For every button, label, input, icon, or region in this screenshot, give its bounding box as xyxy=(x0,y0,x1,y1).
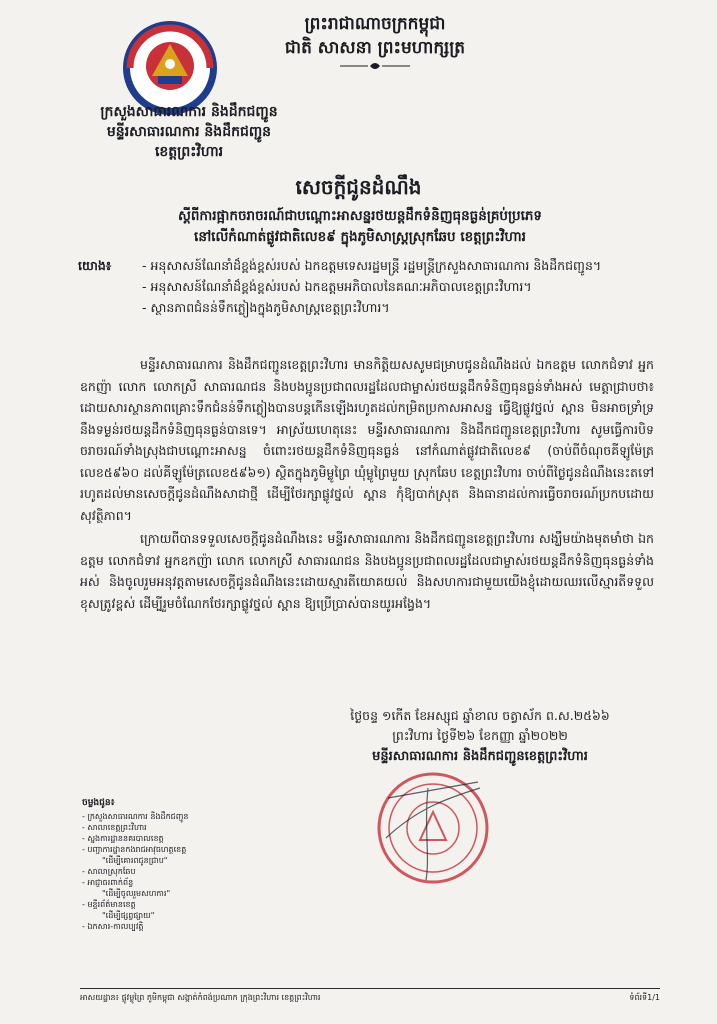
copy-to-title: ចម្លងជូន៖ xyxy=(82,798,115,808)
document-body xyxy=(80,354,654,616)
solar-date: ព្រះវិហារ ថ្ងៃទី២៦ ខែកញ្ញា ឆ្នាំ២០២២ xyxy=(392,728,568,743)
copy-to-item xyxy=(82,844,322,866)
subject-line: នៅលើកំណាត់ផ្លូវជាតិលេខ៩ ក្នុងភូមិសាស្ត្រស្រុកឆែប ខេត្តព្រះវិហារ xyxy=(194,229,526,245)
copy-to-item xyxy=(82,833,322,844)
ministry-line: ក្រសួងសាធារណការ និងដឹកជញ្ជូន xyxy=(100,104,278,120)
kingdom-header xyxy=(250,12,500,70)
ornament-divider-icon xyxy=(340,62,410,70)
page-number: ទំព័រទី1/1 xyxy=(629,993,660,1002)
reference-item: - ស្ថានភាពជំនន់ទឹកភ្លៀងក្នុងភូមិសាស្ត្រខេត្តព្រះវិហារ។ xyxy=(142,298,678,317)
signer-department: មន្ទីរសាធារណការ និងដឹកជញ្ជូនខេត្តព្រះវិហារ xyxy=(372,749,588,764)
copy-to-list xyxy=(82,811,322,932)
copy-to-text: សាលាស្រុកឆែប xyxy=(87,867,136,876)
references xyxy=(78,256,678,319)
reference-item: - អនុសាសន៍ណែនាំដ៏ខ្ពង់ខ្ពស់របស់ ឯកឧត្តមទេសរដ្ឋមន្ត្រី រដ្ឋមន្ត្រីក្រសួងសាធារណការ និងដឹកជញ្ជូន។ xyxy=(142,256,678,275)
copy-to-text: ស្នងការដ្ឋាននគរបាលខេត្ត xyxy=(87,834,164,843)
body-paragraph: មន្ទីរសាធារណការ និងដឹកជញ្ជូនខេត្តព្រះវិហារ មានកិត្តិយសសូមជម្រាបជូនដំណឹងដល់ ឯកឧត្តម លោកជំទាវ អ្នកឧកញ៉ា លោក លោកស្រី សាធារណជន និងបងប្អូនប្រជាពលរដ្ឋដែលជាម្ចាស់រថយន្តដឹកទំនិញធុនធ្ងន់ទាំងអស់ មេត្តាជ្រាបថា៖ ដោយសារស្ថានភាពគ្រោះទឹកជំនន់ទឹកភ្លៀងបានបន្តកើនឡើងរហូតដល់កម្រិតប្រកាសអាសន្ន ធ្វើឱ្យផ្លូវថ្នល់ ស្ពាន មិនអាចទ្រាំទ្រនឹងទម្ងន់រថយន្តដឹកទំនិញធុនធ្ងន់បានទេ។ អាស្រ័យហេតុនេះ មន្ទីរសាធារណការ និងដឹកជញ្ជូនខេត្តព្រះវិហារ សូមធ្វើការបិទចរាចរណ៍ទាំងស្រុងជាបណ្ដោះអាសន្ន ចំពោះរថយន្តដឹកទំនិញធុនធ្ងន់ នៅកំណាត់ផ្លូវជាតិលេខ៩ (ចាប់ពីចំណុចគីឡូម៉ែត្រលេខ៥៩៦០ ដល់គីឡូម៉ែត្រលេខ៥៩៦១) ស្ថិតក្នុងភូមិម្លូព្រៃ ឃុំម្លូព្រៃមួយ ស្រុកឆែប ខេត្តព្រះវិហារ ចាប់ពីថ្ងៃជូនដំណឹងនេះតទៅ រហូតដល់មានសេចក្ដីជូនដំណឹងសាជាថ្មី ដើម្បីថែរក្សាផ្លូវថ្នល់ ស្ពាន កុំឱ្យបាក់ស្រុត និងធានាដល់ការធ្វើចរាចរណ៍ប្រកបដោយសុវត្ថិភាព។ xyxy=(80,357,654,523)
official-seal-icon xyxy=(368,768,498,888)
kingdom-name: ព្រះរាជាណាចក្រកម្ពុជា xyxy=(304,14,446,34)
date-block xyxy=(300,706,660,746)
copy-to-text: ក្រសួងសាធារណការ និងដឹកជញ្ជូន xyxy=(87,812,189,821)
copy-to-text: មន្ទីរព័ត៌មានខេត្ត xyxy=(87,900,136,909)
copy-to-item xyxy=(82,866,322,877)
body-paragraph: ក្រោយពីបានទទួលសេចក្ដីជូនដំណឹងនេះ មន្ទីរសាធារណការ និងដឹកជញ្ជូនខេត្តព្រះវិហារ សង្ឃឹមយ៉ាងមុតមាំថា ឯកឧត្តម លោកជំទាវ អ្នកឧកញ៉ា លោក លោកស្រី សាធារណជន និងបងប្អូនប្រជាពលរដ្ឋដែលជាម្ចាស់រថយន្តដឹកទំនិញធុនធ្ងន់ទាំងអស់ និងចូលរួមអនុវត្តតាមសេចក្ដីជូនដំណឹងនេះដោយស្មារតីយោគយល់ និងសហការជាមួយយើងខ្ញុំដោយឈរលើស្មារតីទទួលខុសត្រូវខ្ពស់ ដើម្បីរួមចំណែកថែរក្សាផ្លូវថ្នល់ ស្ពាន ឱ្យប្រើប្រាស់បានយូរអង្វែង។ xyxy=(80,531,654,611)
lunar-date: ថ្ងៃចន្ទ ១កើត ខែអស្សុជ ឆ្នាំខាល ចត្វាស័ក ព.ស.២៥៦៦ xyxy=(350,708,610,723)
copy-to-purpose: "ដើម្បីចូលរួមសហការ" xyxy=(102,889,171,898)
subject-line: ស្ដីពីការផ្អាកចរាចរណ៍ជាបណ្ដោះអាសន្នរថយន្តដឹកទំនិញធុនធ្ងន់គ្រប់ប្រភេទ xyxy=(178,208,542,224)
footer-divider xyxy=(80,988,660,989)
references-list xyxy=(78,256,678,317)
document-title: សេចក្ដីជូនដំណឹង xyxy=(295,175,422,199)
footer xyxy=(80,992,660,1004)
copy-to-item xyxy=(82,822,322,833)
national-motto: ជាតិ សាសនា ព្រះមហាក្សត្រ xyxy=(284,38,466,58)
copy-to-text: បញ្ជាការដ្ឋានកងរាជអាវុធហត្ថខេត្ត xyxy=(87,845,187,854)
copy-to-block xyxy=(82,798,322,932)
copy-to-item xyxy=(82,921,322,932)
footer-address: អាសយដ្ឋាន៖ ផ្លូវម្លូព្រៃ ភូមិកម្ពុជា សង្កាត់កំពង់ប្រណាក ក្រុងព្រះវិហារ ខេត្តព្រះវិហារ xyxy=(80,993,321,1002)
copy-to-text: សាលាខេត្តព្រះវិហារ xyxy=(87,823,147,832)
document-subject xyxy=(60,206,660,248)
copy-to-purpose: "ដើម្បីគោរពជូនជ្រាប" xyxy=(102,856,168,865)
ministry-block xyxy=(44,102,334,162)
province-line: ខេត្តព្រះវិហារ xyxy=(154,144,224,160)
copy-to-text: ឯកសារ-កាលប្បវត្តិ xyxy=(87,922,144,931)
copy-to-item xyxy=(82,877,322,899)
copy-to-text: អាជ្ញាធរពាក់ព័ន្ធ xyxy=(87,878,134,887)
copy-to-item xyxy=(82,811,322,822)
copy-to-item xyxy=(82,899,322,921)
references-label: យោង៖ xyxy=(78,258,112,273)
copy-to-purpose: "ដើម្បីផ្សព្វផ្សាយ" xyxy=(102,911,155,920)
department-line: មន្ទីរសាធារណការ និងដឹកជញ្ជូន xyxy=(106,124,272,140)
reference-item: - អនុសាសន៍ណែនាំដ៏ខ្ពង់ខ្ពស់របស់ ឯកឧត្តមអភិបាលនៃគណៈអភិបាលខេត្តព្រះវិហារ។ xyxy=(142,277,678,296)
